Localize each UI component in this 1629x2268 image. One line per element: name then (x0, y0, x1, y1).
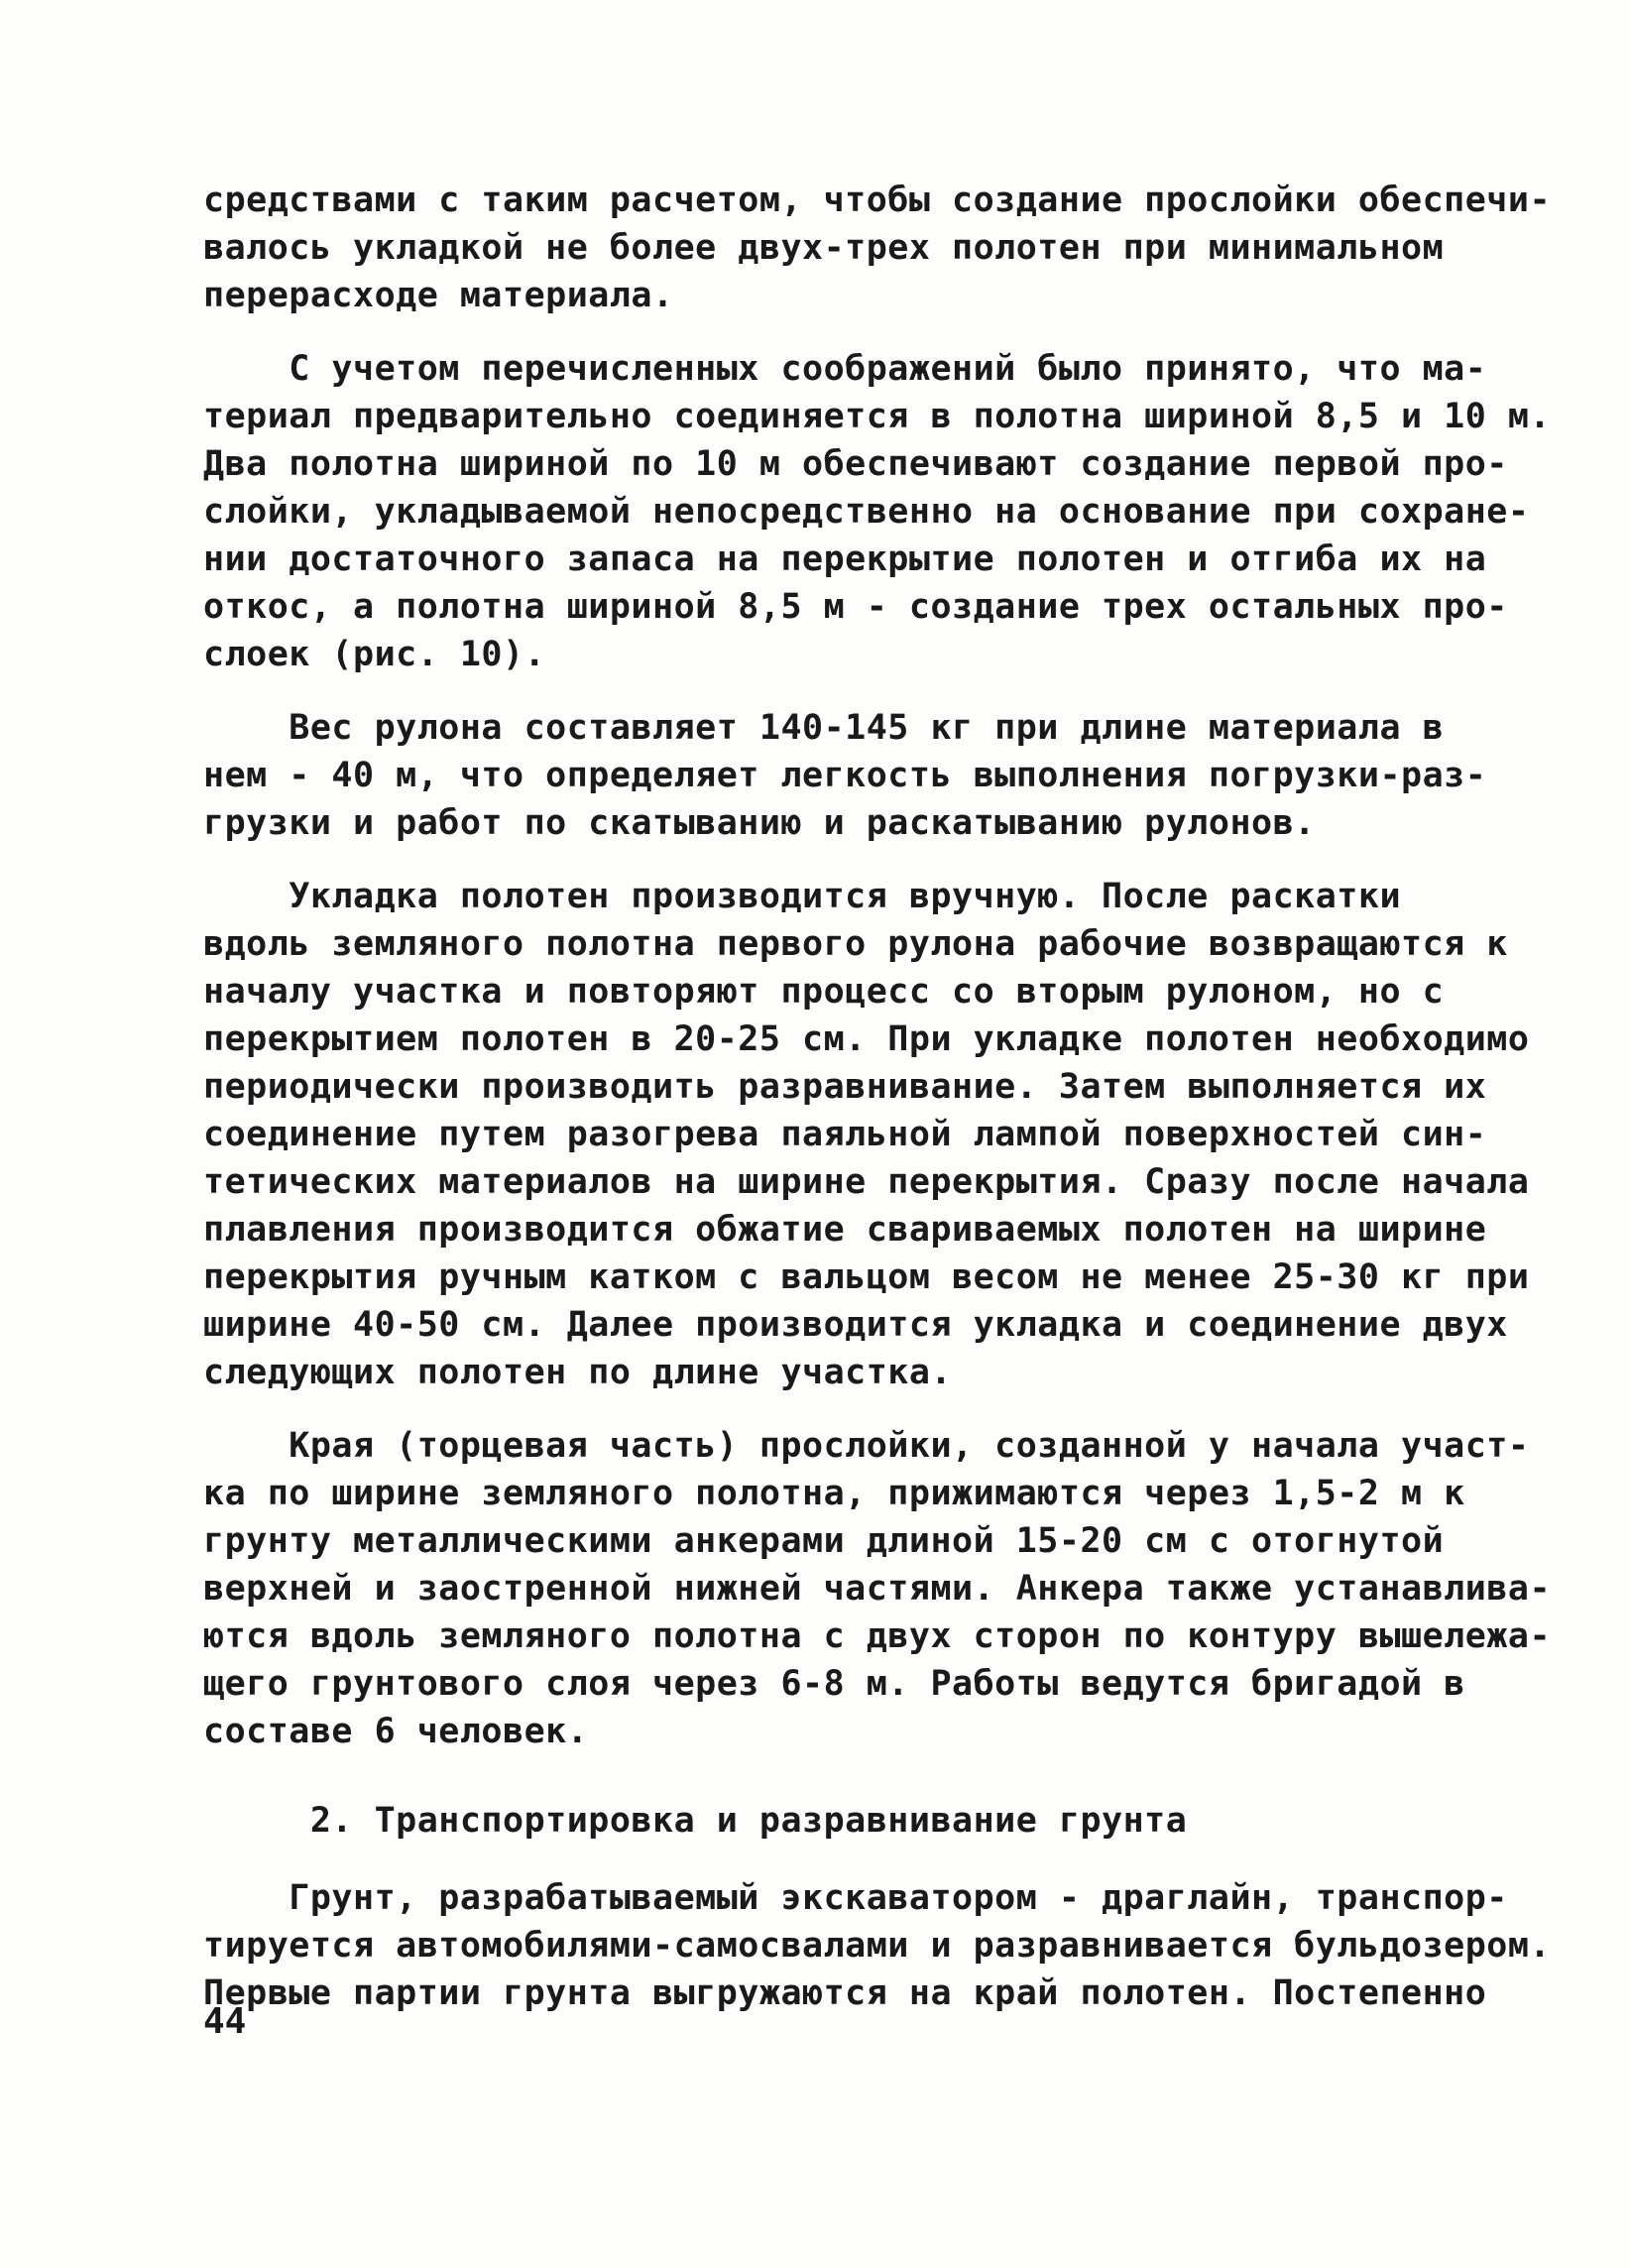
text-line: ширине 40-50 см. Далее производится укладка и соединение двух (203, 1305, 1508, 1345)
text-line: Первые партии грунта выгружаются на край полотен. Постепенно (203, 1973, 1487, 2013)
paragraph-5 (203, 1422, 1552, 1755)
text-line: грунту металлическими анкерами длиной 15-20 см с отогнутой (203, 1521, 1445, 1561)
text-line: тируется автомобилями-самосвалами и разравнивается бульдозером. (203, 1926, 1552, 1966)
text-line: средствами с таким расчетом, чтобы создание прослойки обеспечи- (203, 180, 1552, 220)
text-line: периодически производить разравнивание. Затем выполняется их (203, 1067, 1487, 1107)
text-line: откос, а полотна шириной 8,5 м - создание трех остальных про- (203, 587, 1508, 627)
text-line: тетических материалов на ширине перекрытия. Сразу после начала (203, 1162, 1530, 1202)
section-gap (203, 1845, 1462, 1874)
text-line: Вес рулона составляет 140-145 кг при длине материала в (203, 708, 1445, 748)
text-line: валось укладкой не более двух-трех полотен при минимальном (203, 228, 1445, 268)
text-line: составе 6 человек. (203, 1712, 589, 1751)
text-line: плавления производится обжатие свариваемых полотен на ширине (203, 1210, 1487, 1250)
page-number: 44 (203, 2001, 247, 2042)
text-line: ка по ширине земляного полотна, прижимаются через 1,5-2 м к (203, 1474, 1465, 1513)
paragraph-gap (203, 1396, 1462, 1422)
text-line: Два полотна шириной по 10 м обеспечивают создание первой про- (203, 444, 1508, 484)
text-line: С учетом перечисленных соображений было принято, что ма- (203, 349, 1487, 389)
paragraph-1 (203, 177, 1552, 319)
paragraph-gap (203, 847, 1462, 873)
body-text (203, 177, 1552, 2017)
paragraph-4 (203, 873, 1530, 1396)
section-heading: 2. Транспортировка и разравнивание грунта (203, 1801, 1188, 1841)
text-line: ются вдоль земляного полотна с двух сторон по контуру вышележа- (203, 1616, 1552, 1656)
paragraph-gap (203, 678, 1462, 704)
text-line: слойки, укладываемой непосредственно на основание при сохране- (203, 492, 1530, 532)
text-line: вдоль земляного полотна первого рулона рабочие возвращаются к (203, 924, 1508, 964)
text-line: териал предварительно соединяется в полотна шириной 8,5 и 10 м. (203, 397, 1552, 436)
text-line: нем - 40 м, что определяет легкость выполнения погрузки-раз- (203, 756, 1487, 795)
text-line: перекрытием полотен в 20-25 см. При укладке полотен необходимо (203, 1019, 1530, 1059)
text-line: Края (торцевая часть) прослойки, созданной у начала участ- (203, 1426, 1530, 1466)
text-line: верхней и заостренной нижней частями. Анкера также устанавлива- (203, 1569, 1552, 1609)
text-line: слоек (рис. 10). (203, 635, 546, 674)
paragraph-gap (203, 319, 1462, 345)
text-line: перекрытия ручным катком с вальцом весом не менее 25-30 кг при (203, 1257, 1530, 1297)
paragraph-3 (203, 704, 1487, 847)
paragraph-6 (203, 1874, 1552, 2017)
text-line: следующих полотен по длине участка. (203, 1353, 953, 1392)
text-line: Грунт, разрабатываемый экскаватором - драглайн, транспор- (203, 1878, 1508, 1918)
paragraph-2 (203, 345, 1552, 678)
text-line: щего грунтового слоя через 6-8 м. Работы ведутся бригадой в (203, 1664, 1465, 1704)
text-line: соединение путем разогрева паяльной лампой поверхностей син- (203, 1115, 1487, 1154)
text-line: нии достаточного запаса на перекрытие полотен и отгиба их на (203, 539, 1487, 579)
text-line: перерасходе материала. (203, 276, 674, 315)
text-line: началу участка и повторяют процесс со вторым рулоном, но с (203, 972, 1445, 1012)
section-gap (203, 1755, 1462, 1797)
text-line: Укладка полотен производится вручную. После раскатки (203, 877, 1402, 916)
text-line: грузки и работ по скатыванию и раскатыванию рулонов. (203, 803, 1316, 843)
